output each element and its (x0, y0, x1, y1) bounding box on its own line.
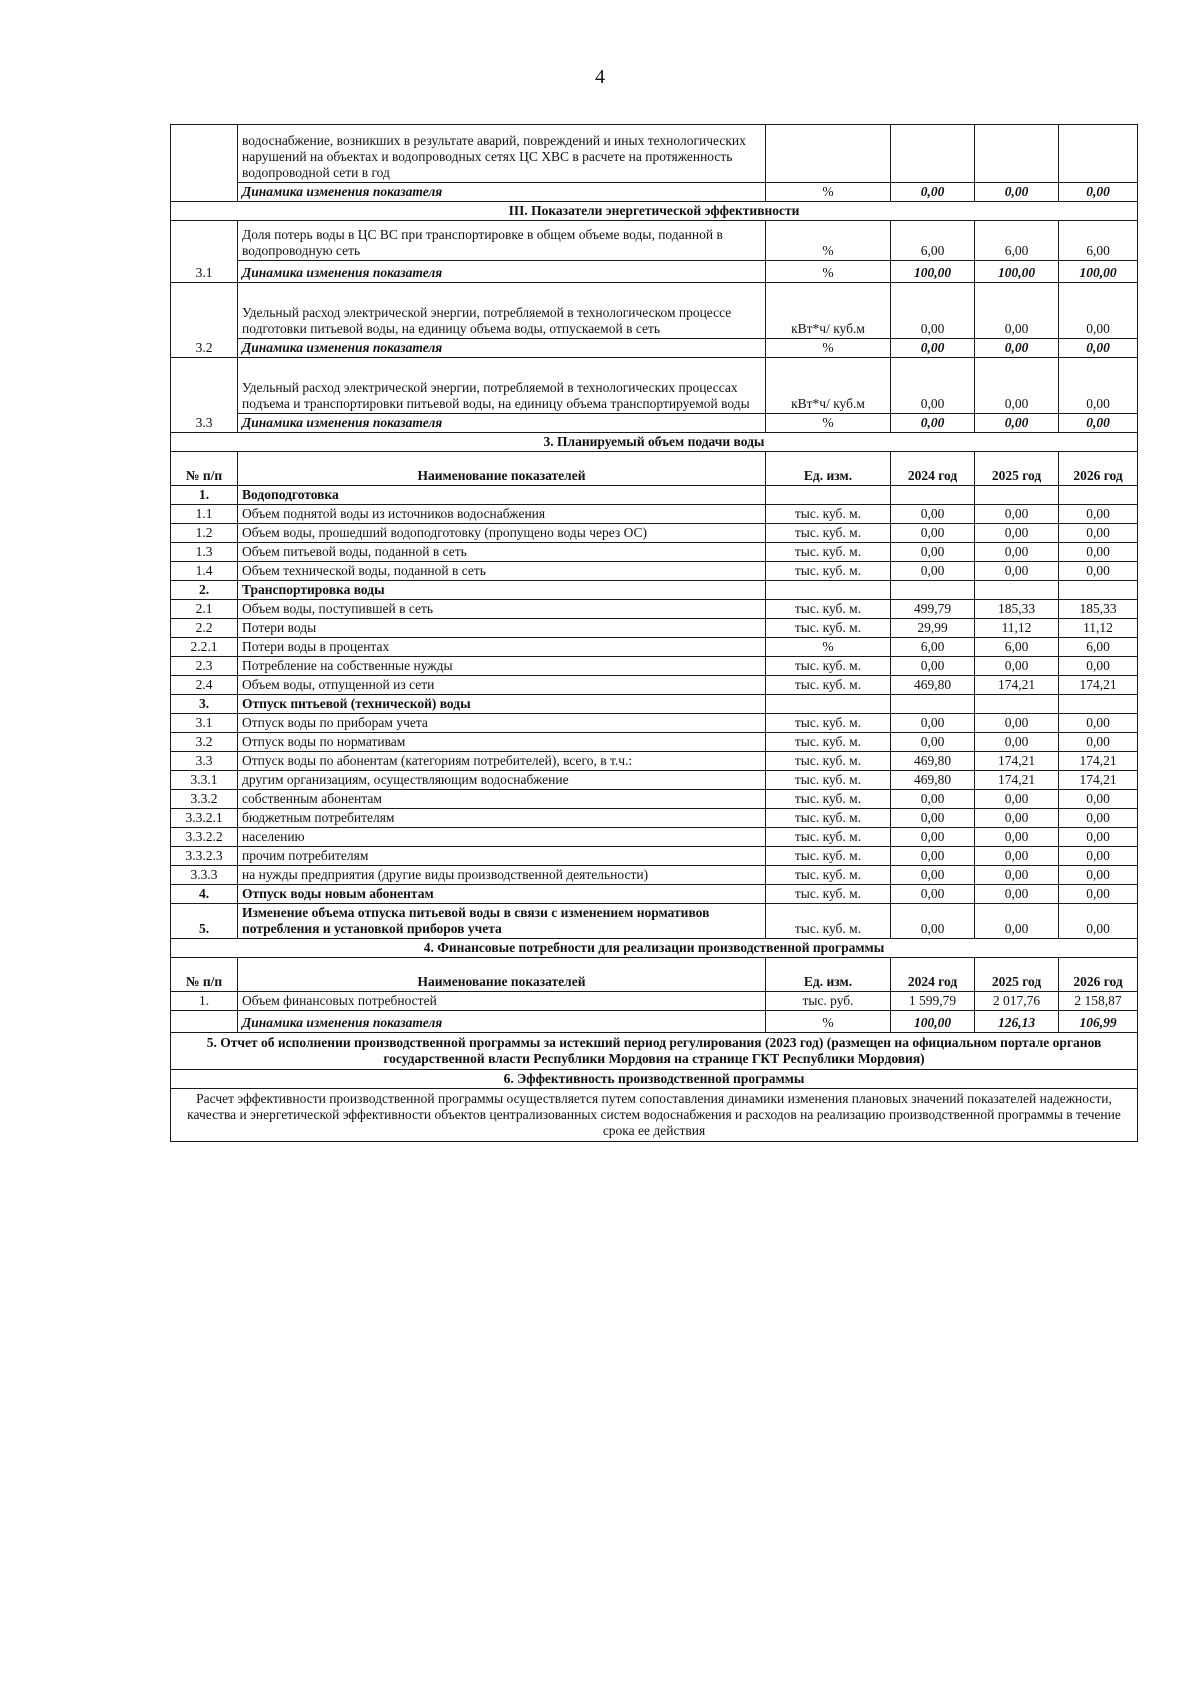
value-2026: 0,00 (1059, 904, 1138, 939)
indicator-name: Объем воды, прошедший водоподготовку (пропущено воды через ОС) (238, 524, 766, 543)
row-number: 3.3.2.3 (171, 847, 238, 866)
value-2025: 174,21 (975, 771, 1059, 790)
value-2024: 0,00 (891, 790, 975, 809)
table-row (171, 562, 1138, 581)
row-number: 5. (171, 904, 238, 939)
value-2024: 29,99 (891, 619, 975, 638)
value-2026 (1059, 695, 1138, 714)
row-number: 3.3.2 (171, 790, 238, 809)
unit-cell: тыс. куб. м. (766, 657, 891, 676)
value-2026: 0,00 (1059, 847, 1138, 866)
unit-cell: тыс. куб. м. (766, 790, 891, 809)
table-row (171, 221, 1138, 261)
indicator-name: Отпуск воды по нормативам (238, 733, 766, 752)
unit-cell: тыс. куб. м. (766, 714, 891, 733)
value-2025: 174,21 (975, 676, 1059, 695)
indicator-name: прочим потребителям (238, 847, 766, 866)
section-title-efficiency: 6. Эффективность производственной программы (171, 1070, 1138, 1089)
value-2025: 0,00 (975, 904, 1059, 939)
value-2024: 6,00 (891, 221, 975, 261)
value-2024: 0,00 (891, 562, 975, 581)
value-2024: 0,00 (891, 809, 975, 828)
table-row (171, 486, 1138, 505)
dynamics-row (171, 261, 1138, 283)
value-2024: 0,00 (891, 866, 975, 885)
unit-cell: % (766, 414, 891, 433)
indicator-name: Потери воды в процентах (238, 638, 766, 657)
unit-cell: % (766, 261, 891, 283)
value-2026: 2 158,87 (1059, 992, 1138, 1011)
value-2024: 0,00 (891, 505, 975, 524)
unit-cell: кВт*ч/ куб.м (766, 283, 891, 339)
value-2025: 0,00 (975, 790, 1059, 809)
value-2025: 0,00 (975, 866, 1059, 885)
value-2024: 0,00 (891, 339, 975, 358)
indicator-name: Доля потерь воды в ЦС ВС при транспортировке в общем объеме воды, поданной в водопроводную сеть (238, 221, 766, 261)
value-2024: 100,00 (891, 261, 975, 283)
header-unit: Ед. изм. (766, 452, 891, 486)
value-2025 (975, 695, 1059, 714)
value-2025: 126,13 (975, 1011, 1059, 1033)
indicator-name: Потребление на собственные нужды (238, 657, 766, 676)
value-2026: 174,21 (1059, 676, 1138, 695)
value-2026: 11,12 (1059, 619, 1138, 638)
value-2026: 0,00 (1059, 866, 1138, 885)
row-number: 1. (171, 486, 238, 505)
indicator-name: Изменение объема отпуска питьевой воды в связи с изменением нормативов потребления и установкой приборов учета (238, 904, 766, 939)
table-row (171, 752, 1138, 771)
value-2024: 1 599,79 (891, 992, 975, 1011)
unit-cell: тыс. куб. м. (766, 771, 891, 790)
table-row (171, 1089, 1138, 1142)
unit-cell: % (766, 1011, 891, 1033)
dynamics-row (171, 1011, 1138, 1033)
header-2026: 2026 год (1059, 958, 1138, 992)
unit-cell: кВт*ч/ куб.м (766, 358, 891, 414)
row-number: 3.3.3 (171, 866, 238, 885)
section-heading-row (171, 1033, 1138, 1070)
section-title-finance: 4. Финансовые потребности для реализации производственной программы (171, 939, 1138, 958)
value-2025: 0,00 (975, 543, 1059, 562)
value-2025: 0,00 (975, 562, 1059, 581)
value-2024: 0,00 (891, 524, 975, 543)
table-row (171, 619, 1138, 638)
unit-cell: тыс. куб. м. (766, 752, 891, 771)
table-row (171, 828, 1138, 847)
row-number: 3.1 (171, 714, 238, 733)
value-2026: 0,00 (1059, 885, 1138, 904)
unit-cell: тыс. куб. м. (766, 505, 891, 524)
value-2026: 106,99 (1059, 1011, 1138, 1033)
dynamics-label: Динамика изменения показателя (238, 261, 766, 283)
unit-cell (766, 581, 891, 600)
value-2024: 0,00 (891, 828, 975, 847)
table-row (171, 771, 1138, 790)
unit-cell: тыс. куб. м. (766, 676, 891, 695)
table-row (171, 992, 1138, 1011)
value-2025: 0,00 (975, 885, 1059, 904)
row-number: 3.2 (171, 733, 238, 752)
row-number: 3.3.2.2 (171, 828, 238, 847)
dynamics-row (171, 183, 1138, 202)
dynamics-label: Динамика изменения показателя (238, 414, 766, 433)
indicator-name: Отпуск воды по приборам учета (238, 714, 766, 733)
value-2025: 11,12 (975, 619, 1059, 638)
value-2024 (891, 695, 975, 714)
value-2026: 0,00 (1059, 339, 1138, 358)
indicator-name: бюджетным потребителям (238, 809, 766, 828)
unit-cell (766, 486, 891, 505)
value-2025: 100,00 (975, 261, 1059, 283)
dynamics-row (171, 414, 1138, 433)
table-header-row (171, 452, 1138, 486)
value-2024: 469,80 (891, 752, 975, 771)
unit-cell: тыс. куб. м. (766, 562, 891, 581)
row-number: 3. (171, 695, 238, 714)
header-2024: 2024 год (891, 452, 975, 486)
value-2025: 0,00 (975, 524, 1059, 543)
unit-cell: тыс. куб. м. (766, 828, 891, 847)
row-number: 2.3 (171, 657, 238, 676)
value-2025: 185,33 (975, 600, 1059, 619)
table-row (171, 676, 1138, 695)
value-2026: 0,00 (1059, 283, 1138, 339)
value-2025: 0,00 (975, 828, 1059, 847)
row-number: 3.3.1 (171, 771, 238, 790)
value-2024: 0,00 (891, 358, 975, 414)
value-2026: 0,00 (1059, 505, 1138, 524)
value-2026: 0,00 (1059, 358, 1138, 414)
value-2025: 0,00 (975, 505, 1059, 524)
value-2026: 6,00 (1059, 221, 1138, 261)
unit-cell: тыс. куб. м. (766, 619, 891, 638)
value-2024: 0,00 (891, 904, 975, 939)
row-number: 3.3 (171, 752, 238, 771)
efficiency-text: Расчет эффективности производственной программы осуществляется путем сопоставления динамики изменения плановых значений показателей надежности, качества и энергетической эффективности объектов централизованных систем водоснабжения и расходов на реализацию производственной программы в течение срока ее действия (171, 1089, 1138, 1142)
value-2024: 0,00 (891, 885, 975, 904)
indicator-name: населению (238, 828, 766, 847)
header-name: Наименование показателей (238, 452, 766, 486)
table-row (171, 505, 1138, 524)
value-2026: 0,00 (1059, 524, 1138, 543)
value-2026: 6,00 (1059, 638, 1138, 657)
value-2025: 174,21 (975, 752, 1059, 771)
value-2025: 0,00 (975, 809, 1059, 828)
value-2026: 0,00 (1059, 543, 1138, 562)
unit-cell: тыс. куб. м. (766, 524, 891, 543)
indicator-name: Удельный расход электрической энергии, потребляемой в технологических процессах подъема и транспортировки питьевой воды, на единицу объема транспортируемой воды (238, 358, 766, 414)
row-number: 2.2 (171, 619, 238, 638)
unit-cell: тыс. руб. (766, 992, 891, 1011)
table-row (171, 125, 1138, 183)
value-2025 (975, 486, 1059, 505)
value-2024: 469,80 (891, 771, 975, 790)
row-number: 1.4 (171, 562, 238, 581)
value-2024 (891, 486, 975, 505)
value-2026: 0,00 (1059, 790, 1138, 809)
section-heading-row (171, 202, 1138, 221)
value-2024: 0,00 (891, 283, 975, 339)
indicator-name: Удельный расход электрической энергии, потребляемой в технологическом процессе подготовки питьевой воды, на единицу объема воды, отпускаемой в сеть (238, 283, 766, 339)
table-row (171, 600, 1138, 619)
volume-rows (171, 486, 1138, 939)
row-number: 1.1 (171, 505, 238, 524)
table-row (171, 885, 1138, 904)
value-2026: 0,00 (1059, 562, 1138, 581)
indicator-name: Объем воды, поступившей в сеть (238, 600, 766, 619)
table-row (171, 524, 1138, 543)
value-2026 (1059, 486, 1138, 505)
section-title-volume: 3. Планируемый объем подачи воды (171, 433, 1138, 452)
unit-cell: тыс. куб. м. (766, 733, 891, 752)
section-heading-row (171, 939, 1138, 958)
value-2026: 0,00 (1059, 714, 1138, 733)
table-row (171, 543, 1138, 562)
value-2025: 2 017,76 (975, 992, 1059, 1011)
row-number: 2.2.1 (171, 638, 238, 657)
value-2026: 0,00 (1059, 657, 1138, 676)
row-number: 3.1 (171, 221, 238, 283)
unit-cell (766, 695, 891, 714)
value-2025 (975, 581, 1059, 600)
value-2024: 100,00 (891, 1011, 975, 1033)
table-header-row (171, 958, 1138, 992)
row-number: 3.3.2.1 (171, 809, 238, 828)
value-2025: 0,00 (975, 733, 1059, 752)
row-number: 2. (171, 581, 238, 600)
value-2024: 6,00 (891, 638, 975, 657)
indicator-name: собственным абонентам (238, 790, 766, 809)
value-2025: 0,00 (975, 847, 1059, 866)
indicator-name: Транспортировка воды (238, 581, 766, 600)
header-2026: 2026 год (1059, 452, 1138, 486)
dynamics-label: Динамика изменения показателя (238, 183, 766, 202)
value-2024: 499,79 (891, 600, 975, 619)
program-table (170, 124, 1138, 1142)
unit-cell: % (766, 339, 891, 358)
row-number: 1. (171, 992, 238, 1011)
unit-cell: тыс. куб. м. (766, 847, 891, 866)
value-2024: 0,00 (891, 414, 975, 433)
indicator-name: другим организациям, осуществляющим водоснабжение (238, 771, 766, 790)
table-row (171, 638, 1138, 657)
value-2025: 0,00 (975, 283, 1059, 339)
value-2025: 0,00 (975, 414, 1059, 433)
value-2026 (1059, 581, 1138, 600)
value-2025: 0,00 (975, 183, 1059, 202)
table-row (171, 904, 1138, 939)
header-2025: 2025 год (975, 452, 1059, 486)
value-2024: 0,00 (891, 847, 975, 866)
value-2025: 0,00 (975, 714, 1059, 733)
value-2026: 100,00 (1059, 261, 1138, 283)
header-name: Наименование показателей (238, 958, 766, 992)
value-2026: 0,00 (1059, 414, 1138, 433)
unit-cell: % (766, 221, 891, 261)
indicator-name: Объем финансовых потребностей (238, 992, 766, 1011)
row-number: 1.2 (171, 524, 238, 543)
value-2024: 0,00 (891, 543, 975, 562)
value-2026: 0,00 (1059, 183, 1138, 202)
indicator-name: Отпуск питьевой (технической) воды (238, 695, 766, 714)
dynamics-label: Динамика изменения показателя (238, 339, 766, 358)
value-2024: 0,00 (891, 733, 975, 752)
table-row (171, 847, 1138, 866)
unit-cell: тыс. куб. м. (766, 543, 891, 562)
row-number-cell (171, 125, 238, 202)
table-row (171, 866, 1138, 885)
section-title-energy: III. Показатели энергетической эффективности (171, 202, 1138, 221)
unit-cell: тыс. куб. м. (766, 866, 891, 885)
value-2026: 174,21 (1059, 771, 1138, 790)
value-2026: 174,21 (1059, 752, 1138, 771)
header-unit: Ед. изм. (766, 958, 891, 992)
indicator-name: на нужды предприятия (другие виды производственной деятельности) (238, 866, 766, 885)
table-row (171, 809, 1138, 828)
table-row (171, 358, 1138, 414)
unit-cell: тыс. куб. м. (766, 885, 891, 904)
section-heading-row (171, 433, 1138, 452)
value-2024: 469,80 (891, 676, 975, 695)
indicator-name: Объем питьевой воды, поданной в сеть (238, 543, 766, 562)
row-number: 4. (171, 885, 238, 904)
table-row (171, 581, 1138, 600)
header-number: № п/п (171, 452, 238, 486)
value-2025: 0,00 (975, 657, 1059, 676)
table-row (171, 733, 1138, 752)
section-title-report: 5. Отчет об исполнении производственной программы за истекший период регулирования (2023 год) (размещен на официальном портале органов государственной власти Республики Мордовия на странице ГКТ Республики Мордовия) (171, 1033, 1138, 1070)
indicator-name: Объем воды, отпущенной из сети (238, 676, 766, 695)
header-2024: 2024 год (891, 958, 975, 992)
value-2025: 6,00 (975, 638, 1059, 657)
indicator-name: Водоподготовка (238, 486, 766, 505)
value-2026: 0,00 (1059, 828, 1138, 847)
value-2026: 0,00 (1059, 733, 1138, 752)
dynamics-row (171, 339, 1138, 358)
indicator-name: Отпуск воды по абонентам (категориям потребителей), всего, в т.ч.: (238, 752, 766, 771)
indicator-name: Отпуск воды новым абонентам (238, 885, 766, 904)
value-2024 (891, 581, 975, 600)
unit-cell: тыс. куб. м. (766, 904, 891, 939)
table-row (171, 790, 1138, 809)
header-number: № п/п (171, 958, 238, 992)
value-2025: 6,00 (975, 221, 1059, 261)
section-heading-row (171, 1070, 1138, 1089)
value-2026: 185,33 (1059, 600, 1138, 619)
unit-cell: тыс. куб. м. (766, 600, 891, 619)
row-number: 2.1 (171, 600, 238, 619)
unit-cell: тыс. куб. м. (766, 809, 891, 828)
header-2025: 2025 год (975, 958, 1059, 992)
table-row (171, 714, 1138, 733)
unit-cell: % (766, 183, 891, 202)
value-2024: 0,00 (891, 714, 975, 733)
table-row (171, 657, 1138, 676)
table-row (171, 695, 1138, 714)
row-number: 2.4 (171, 676, 238, 695)
indicator-name: Объем технической воды, поданной в сеть (238, 562, 766, 581)
dynamics-label: Динамика изменения показателя (238, 1011, 766, 1033)
unit-cell: % (766, 638, 891, 657)
table-row (171, 283, 1138, 339)
row-number: 1.3 (171, 543, 238, 562)
value-2024: 0,00 (891, 183, 975, 202)
value-2026: 0,00 (1059, 809, 1138, 828)
page-number: 4 (595, 66, 605, 88)
value-2024: 0,00 (891, 657, 975, 676)
row-number: 3.3 (171, 358, 238, 433)
row-number: 3.2 (171, 283, 238, 358)
indicator-name: Потери воды (238, 619, 766, 638)
continuation-text: водоснабжение, возникших в результате аварий, повреждений и иных технологических нарушений на объектах и водопроводных сетях ЦС ХВС в расчете на протяженность водопроводной сети в год (238, 125, 766, 183)
indicator-name: Объем поднятой воды из источников водоснабжения (238, 505, 766, 524)
value-2025: 0,00 (975, 339, 1059, 358)
value-2025: 0,00 (975, 358, 1059, 414)
